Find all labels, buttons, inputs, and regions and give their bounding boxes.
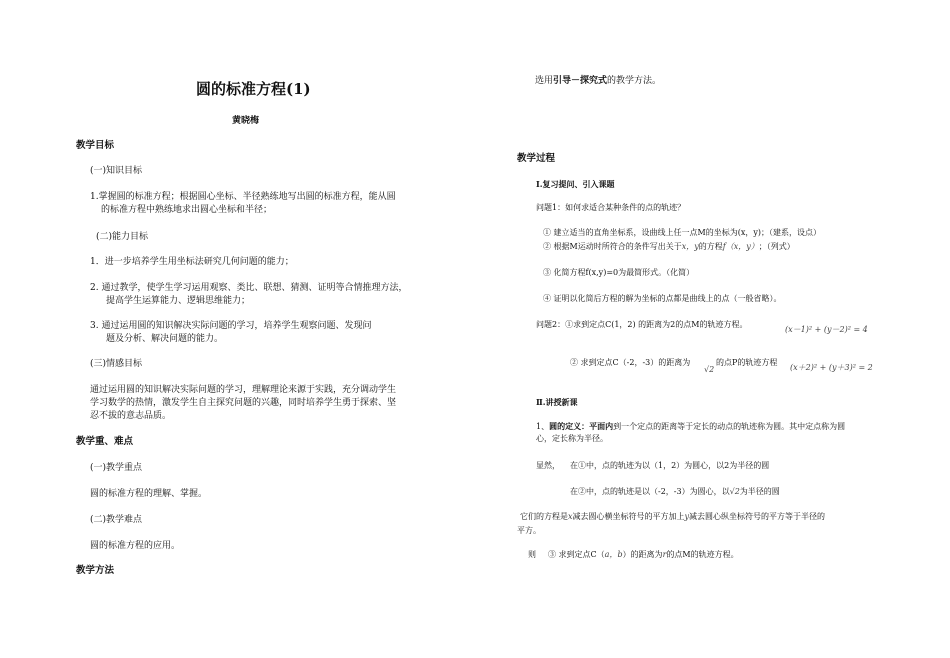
question-general-circle — [548, 549, 739, 561]
heading-teaching-process: 教学过程 — [517, 153, 556, 164]
definition-plane: 平面内 — [589, 421, 614, 431]
ability-goal-1: 1．进一步培养学生用坐标法研究几何问题的能力； — [90, 257, 294, 267]
general-mid: ）的距离为 — [622, 550, 663, 559]
key-point-text: 圆的标准方程的理解、掌握。 — [90, 489, 208, 499]
general-radius: r — [662, 550, 667, 559]
general-suffix: 的点M的轨迹方程。 — [666, 550, 739, 559]
step-2-suffix: ；（列式） — [758, 242, 795, 251]
ability-goal-2-line-2: 提高学生运算能力、逻辑思维能力； — [106, 296, 251, 306]
subheading-difficult-point: (二)教学难点 — [90, 515, 143, 525]
circle-definition-line-1 — [536, 420, 845, 433]
equation-description-line-2: 平方。 — [517, 526, 541, 535]
observation-2 — [570, 486, 780, 498]
subheading-ability-goals: (二)能力目标 — [96, 232, 149, 242]
knowledge-goal-line-1: 1.掌握圆的标准方程；根据圆心坐标、半径熟练地写出圆的标准方程，能从圆 — [90, 192, 396, 202]
ability-goal-2-line-1: 2. 通过教学，使学生学习运用观察、类比、联想、猜测、证明等合情推理方法， — [90, 283, 408, 293]
ability-goal-3-line-1: 3. 通过运用圆的知识解决实际问题的学习，培养学生观察问题、发现问 — [90, 321, 372, 331]
heading-teaching-goals: 教学目标 — [76, 140, 115, 151]
circle-definition-line-2: 心，定长称为半径。 — [536, 434, 608, 443]
observation-2-sqrt: √2 — [729, 487, 740, 496]
equation-desc-prefix: 它们的方程是 — [520, 512, 568, 521]
circle-equation-2: (x＋2)² + (y＋3)² = 2 — [790, 363, 873, 372]
equation-description-line-1 — [520, 511, 825, 523]
step-2-vars: x，y — [681, 242, 699, 251]
equation-desc-x: x — [568, 512, 573, 521]
step-2-prefix: ② 根据M运动时所符合的条件写出关于 — [543, 242, 682, 251]
subheading-emotional-goals: (三)情感目标 — [90, 359, 143, 369]
equation-desc-y: y — [684, 512, 690, 521]
method-suffix: 的教学方法。 — [607, 76, 662, 86]
equation-desc-mid: 减去圆心横坐标符号的平方加上 — [572, 512, 685, 521]
then-label: 则 — [528, 550, 536, 559]
definition-text: 到一个定点的距离等于定长的动点的轨迹称为圆。其中定点称为圆 — [613, 422, 846, 431]
general-prefix: ③ 求到定点C（ — [548, 550, 605, 559]
section-new-lesson: Ⅱ.讲授新课 — [536, 397, 578, 407]
step-2-function: f（x，y） — [722, 242, 759, 251]
sqrt-two-radius: √2 — [704, 365, 715, 374]
emotional-goal-line-2: 学习数学的热情，激发学生自主探究问题的兴趣，同时培养学生勇于探索、坚 — [90, 398, 397, 408]
step-4: ④ 证明以化简后方程的解为坐标的点都是曲线上的点（一般省略）。 — [543, 294, 782, 303]
step-2-mid: 的方程 — [698, 242, 723, 251]
method-prefix: 选用 — [535, 76, 554, 86]
circle-equation-1: (x－1)² + (y－2)² = 4 — [785, 325, 868, 334]
emotional-goal-line-3: 忍不拔的意志品质。 — [90, 411, 172, 421]
question-3-suffix: 的点P的轨迹方程 — [716, 358, 778, 367]
heading-key-points: 教学重、难点 — [76, 436, 134, 447]
ability-goal-3-line-2: 题及分析、解决问题的能力。 — [106, 334, 224, 344]
author-name: 黄晓梅 — [232, 116, 260, 126]
question-3-prefix: ② 求到定点C（-2，-3）的距离为 — [570, 358, 691, 367]
difficult-point-text: 圆的标准方程的应用。 — [90, 541, 181, 551]
section-review-intro: Ⅰ.复习提问、引入课题 — [536, 179, 615, 189]
heading-teaching-method: 教学方法 — [76, 565, 115, 576]
question-1: 问题1：如何求适合某种条件的点的轨迹？ — [536, 203, 686, 212]
step-2 — [543, 241, 795, 253]
step-3: ③ 化简方程f(x,y)=0为最简形式。（化简） — [543, 268, 695, 277]
step-1: ① 建立适当的直角坐标系，设曲线上任一点M的坐标为(x，y)；（建系，设点） — [543, 228, 822, 237]
subheading-key-point: (一)教学重点 — [90, 463, 143, 473]
observation-1: 在①中，点的轨迹为以（1，2）为圆心，以2为半径的圆 — [570, 461, 770, 470]
teaching-method-text — [535, 75, 661, 87]
general-center: a，b — [604, 550, 623, 559]
equation-desc-suffix: 减去圆心纵坐标符号的平方等于半径的 — [689, 512, 826, 521]
subheading-knowledge-goals: (一)知识目标 — [90, 166, 143, 176]
document-title: 圆的标准方程(1) — [196, 80, 311, 98]
definition-label: 圆的定义： — [549, 421, 590, 431]
definition-number: 1、 — [536, 422, 550, 431]
emotional-goal-line-1: 通过运用圆的知识解决实际问题的学习，理解理论来源于实践，充分调动学生 — [90, 385, 397, 395]
question-2: 问题2：①求到定点C(1，2) 的距离为2的点M的轨迹方程。 — [536, 320, 748, 329]
observation-2-suffix: 为半径的圆 — [739, 487, 780, 496]
method-emphasis: 引导－探究式 — [553, 76, 608, 86]
observation-2-prefix: 在②中，点的轨迹是以（-2，-3）为圆心，以 — [570, 487, 730, 496]
obviously-label: 显然， — [536, 461, 560, 470]
knowledge-goal-line-2: 的标准方程中熟练地求出圆心坐标和半径； — [101, 205, 273, 215]
